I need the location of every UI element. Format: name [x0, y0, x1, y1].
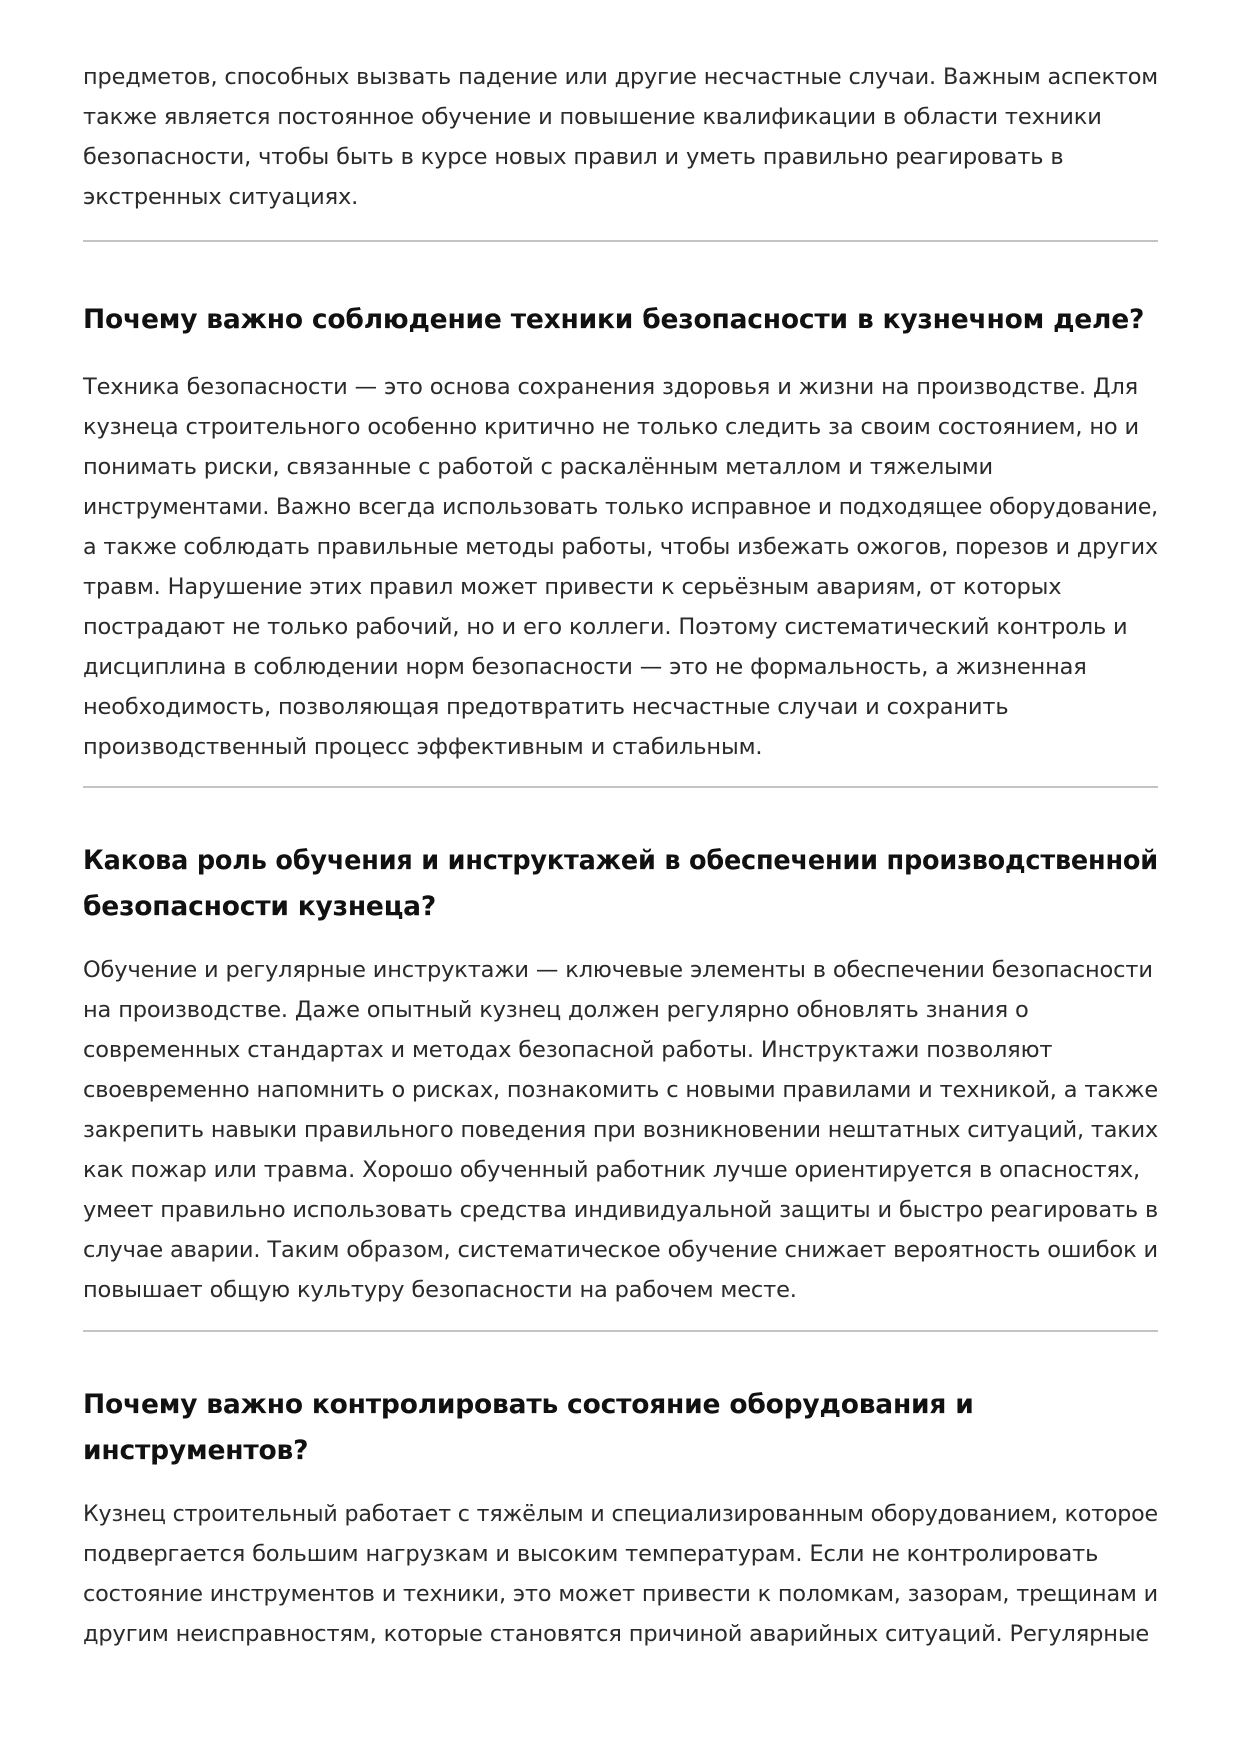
section-paragraph — [83, 367, 1158, 767]
heading-line: Почему важно контролировать состояние оборудования и — [83, 1389, 974, 1420]
section-heading — [83, 1382, 1158, 1474]
text-line: дисциплина в соблюдении норм безопасности — это не формальность, а жизненная — [83, 654, 1087, 680]
text-line: закрепить навыки правильного поведения при возникновении нештатных ситуаций, таких — [83, 1117, 1159, 1143]
text-line: необходимость, позволяющая предотвратить несчастные случаи и сохранить — [83, 694, 1009, 720]
section-divider — [83, 1330, 1158, 1332]
section-paragraph — [83, 1494, 1158, 1654]
text-line: безопасности, чтобы быть в курсе новых правил и уметь правильно реагировать в — [83, 144, 1064, 170]
text-line: повышает общую культуру безопасности на рабочем месте. — [83, 1277, 797, 1303]
text-line: умеет правильно использовать средства индивидуальной защиты и быстро реагировать в — [83, 1197, 1159, 1223]
section-heading — [83, 838, 1158, 930]
text-line: понимать риски, связанные с работой с раскалённым металлом и тяжелыми — [83, 454, 994, 480]
text-line: своевременно напомнить о рисках, познакомить с новыми правилами и техникой, а также — [83, 1077, 1159, 1103]
text-line: предметов, способных вызвать падение или другие несчастные случаи. Важным аспектом — [83, 64, 1159, 90]
text-line: на производстве. Даже опытный кузнец должен регулярно обновлять знания о — [83, 997, 1029, 1023]
text-line: как пожар или травма. Хорошо обученный работник лучше ориентируется в опасностях, — [83, 1157, 1141, 1183]
text-line: пострадают не только рабочий, но и его коллеги. Поэтому систематический контроль и — [83, 614, 1128, 640]
text-line: Кузнец строительный работает с тяжёлым и специализированным оборудованием, которое — [83, 1501, 1159, 1527]
section-divider — [83, 786, 1158, 788]
text-line: производственный процесс эффективным и стабильным. — [83, 734, 763, 760]
intro-paragraph — [83, 57, 1158, 217]
section-divider — [83, 240, 1158, 242]
text-line: случае аварии. Таким образом, систематическое обучение снижает вероятность ошибок и — [83, 1237, 1158, 1263]
text-line: а также соблюдать правильные методы работы, чтобы избежать ожогов, порезов и других — [83, 534, 1158, 560]
text-line: инструментами. Важно всегда использовать только исправное и подходящее оборудование, — [83, 494, 1158, 520]
text-line: состояние инструментов и техники, это может привести к поломкам, зазорам, трещинам и — [83, 1581, 1159, 1607]
text-line: Техника безопасности — это основа сохранения здоровья и жизни на производстве. Для — [83, 374, 1139, 400]
heading-line: Почему важно соблюдение техники безопасности в кузнечном деле? — [83, 304, 1145, 335]
text-line: современных стандартах и методах безопасной работы. Инструктажи позволяют — [83, 1037, 1053, 1063]
text-line: травм. Нарушение этих правил может привести к серьёзным авариям, от которых — [83, 574, 1062, 600]
heading-line: безопасности кузнеца? — [83, 891, 436, 922]
text-line: экстренных ситуациях. — [83, 184, 359, 210]
text-line: Обучение и регулярные инструктажи — ключевые элементы в обеспечении безопасности — [83, 957, 1153, 983]
text-line: также является постоянное обучение и повышение квалификации в области техники — [83, 104, 1102, 130]
heading-line: Какова роль обучения и инструктажей в обеспечении производственной — [83, 845, 1158, 876]
document-page — [83, 57, 1158, 1654]
text-line: подвергается большим нагрузкам и высоким температурам. Если не контролировать — [83, 1541, 1099, 1567]
section-heading — [83, 297, 1158, 343]
heading-line: инструментов? — [83, 1435, 309, 1466]
section-paragraph — [83, 950, 1158, 1310]
text-line: другим неисправностям, которые становятся причиной аварийных ситуаций. Регулярные — [83, 1621, 1150, 1647]
text-line: кузнеца строительного особенно критично не только следить за своим состоянием, но и — [83, 414, 1139, 440]
